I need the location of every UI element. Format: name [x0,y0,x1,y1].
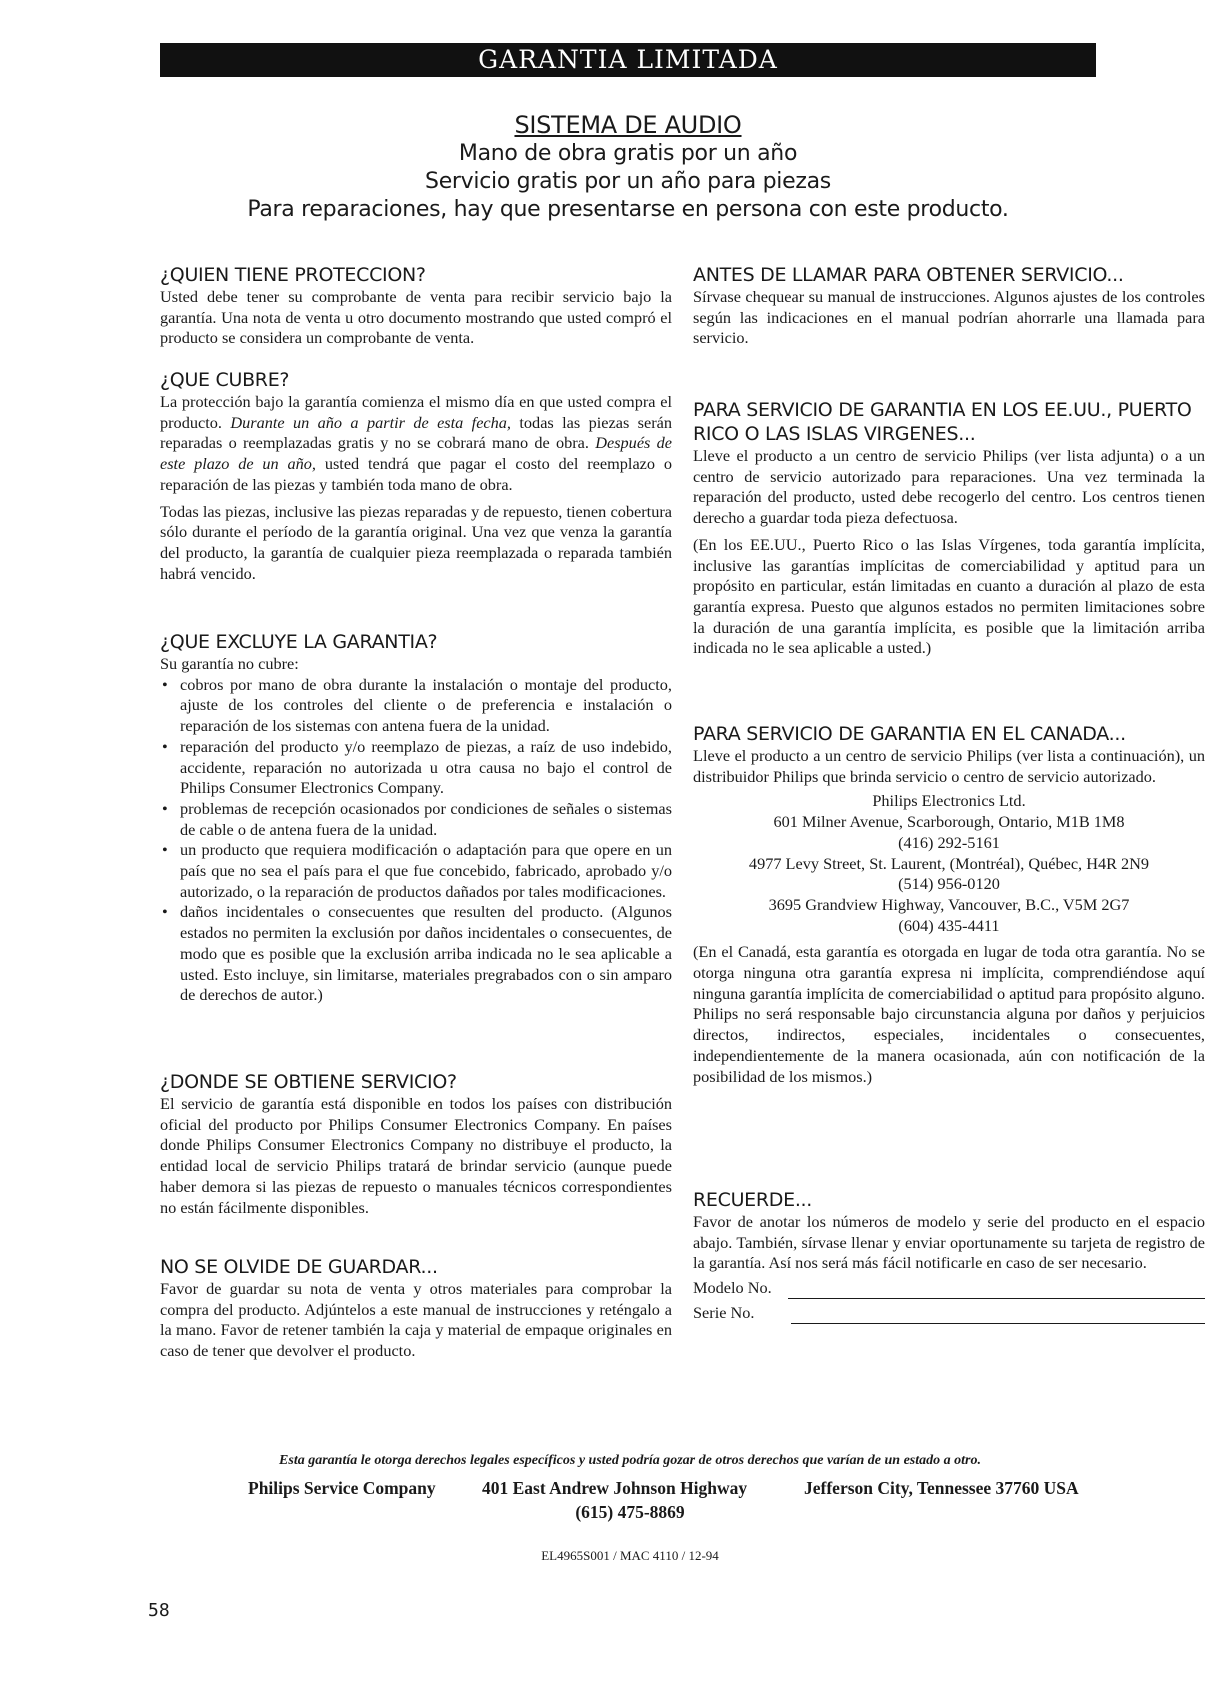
section-heading: RECUERDE... [693,1189,813,1211]
section-body: (En el Canadá, esta garantía es otorgada en lugar de toda otra garantía. No se otorga ninguna otra garantía expresa ni implícita, comprendiéndose aquí ninguna garantía implícita de comerciabilidad o aptitud para propósito alguno. Philips no será responsable bajo circunstancia alguna por daños y perjuicios directos, indirectos, especiales, incidentales o consecuentes, independientemente de la manera ocasionada, aún con notificación de la posibilidad de los mismos.) [693,942,1205,1086]
document-code: EL4965S001 / MAC 4110 / 12-94 [541,1548,719,1563]
section-heading: ANTES DE LLAMAR PARA OBTENER SERVICIO... [693,264,1124,286]
section-body: Favor de anotar los números de modelo y serie del producto en el espacio abajo. También, sírvase llenar y enviar oportunamente su tarjeta de registro de la garantía. Así nos será más fácil notificarle en caso de ser necesario. [693,1212,1205,1273]
section-body: Lleve el producto a un centro de servicio Philips (ver lista adjunta) o a un centro de servicio autorizado para reparaciones. Una vez terminada la reparación del producto, usted debe recogerlo del centro. Los centros tienen derecho a guardar toda pieza defectuosa. [693,446,1205,528]
list-item: • un producto que requiera modificación o adaptación para que opere en un país que no sea el país para el que fue concebido, fabricado, aprobado y/o autorizado, o la reparación de productos dañados por tales modificaciones. [180,840,672,902]
address-line: (514) 956-0120 [898,874,1000,894]
section-canada [693,722,1205,1087]
list-item: • problemas de recepción ocasionados por condiciones de señales o sistemas de cable o de antena fuera de la unidad. [180,799,672,840]
subtitle-line: Mano de obra gratis por un año [458,141,798,166]
section-guardar [160,1255,672,1362]
emphasis-text: Después de este plazo de un año, [160,433,672,474]
model-number-field[interactable] [693,1278,1205,1299]
emphasis-text: Durante un año a partir de esta fecha, [230,412,512,432]
section-intro: Su garantía no cubre: [160,654,299,673]
serial-number-field[interactable] [693,1303,1205,1324]
address-line: Philips Electronics Ltd. [872,791,1026,811]
address-block [693,791,1205,936]
section-body: (En los EE.UU., Puerto Rico o las Islas Vírgenes, toda garantía implícita, inclusive las garantías implícitas de comerciabilidad y aptitud para un propósito en particular, están limitadas en cuanto a duración al plazo de esta garantía expresa. Puesto que algunos estados no permiten limitaciones sobre la duración de una garantía implícita, es posible que la limitación arriba indicada no le sea aplicable a usted.) [693,534,1205,658]
address-line: (416) 292-5161 [898,832,1000,852]
page-number: 58 [148,1600,170,1621]
section-recuerde [693,1188,1205,1324]
section-body: El servicio de garantía está disponible en todos los países con distribución oficial del producto por Philips Consumer Electronics Company. En países donde Philips Consumer Electronics Company no distribuye el producto, la entidad local de servicio Philips tratará de brindar servicio (aunque puede haber demora si las piezas de repuesto o manuales técnicos correspondientes no están fácilmente disponibles. [160,1094,672,1217]
address-line: 601 Milner Avenue, Scarborough, Ontario, M1B 1M8 [773,812,1125,832]
section-eeuu [693,398,1205,659]
address-line: (604) 435-4411 [898,915,1000,935]
legal-notice: Esta garantía le otorga derechos legales específicos y usted podría gozar de otros derechos que varían de un estado a otro. [279,1453,981,1468]
section-quien [160,263,672,349]
model-number-input[interactable] [788,1282,1205,1299]
section-heading: ¿QUE CUBRE? [160,369,290,391]
title-banner: GARANTIA LIMITADA [160,43,1096,77]
company-name: Philips Service Company [248,1478,436,1498]
section-body: Favor de guardar su nota de venta y otros materiales para comprobar la compra del producto. Adjúntelos a este manual de instrucciones y reténgalo a la mano. Favor de retener también la caja y material de empaque originales en caso de tener que devolver el producto. [160,1279,672,1361]
section-heading: ¿QUIEN TIENE PROTECCION? [160,264,426,286]
section-body: La protección bajo la garantía comienza el mismo día en que usted compra el producto. Durante un año a partir de esta fecha, todas las piezas serán reparadas o reemplazadas gratis y no se cobrará mano de obra. Después de este plazo de un año, usted tendrá que pagar el costo del reemplazo o reparación de las piezas y también toda mano de obra. [160,392,673,494]
section-heading: NO SE OLVIDE DE GUARDAR... [160,1256,438,1278]
address-line: 4977 Levy Street, St. Laurent, (Montréal), Québec, H4R 2N9 [748,853,1150,873]
subtitle-line: Para reparaciones, hay que presentarse en persona con este producto. [247,197,1009,222]
subtitle-line: Servicio gratis por un año para piezas [425,169,831,194]
section-donde [160,1070,672,1218]
section-heading: PARA SERVICIO DE GARANTIA EN LOS EE.UU., PUERTO RICO O LAS ISLAS VIRGENES... [693,399,1192,445]
section-body: Lleve el producto a un centro de servicio Philips (ver lista a continuación), un distribuidor Philips que brinda servicio o centro de servicio autorizado. [693,746,1205,786]
company-city: Jefferson City, Tennessee 37760 USA [804,1478,1079,1498]
section-body: Sírvase chequear su manual de instrucciones. Algunos ajustes de los controles según las indicaciones en el manual podrían ahorrarle una llamada para servicio. [693,287,1205,348]
section-antes [693,263,1205,349]
section-body: Todas las piezas, inclusive las piezas reparadas y de repuesto, tienen cobertura sólo durante el período de la garantía original. Una vez que venza la garantía del producto, la garantía de cualquier pieza reemplazada o reparada también habrá vencido. [160,501,672,583]
list-item: • cobros por mano de obra durante la instalación o montaje del producto, ajuste de los controles del cliente o de preferencia e instalación o reparación de los sistemas con antena fuera de la unidad. [180,675,672,737]
section-cubre [160,368,672,584]
list-item: • reparación del producto y/o reemplazo de piezas, a raíz de uso indebido, accidente, reparación no autorizada u otra causa no bajo el control de Philips Consumer Electronics Company. [180,737,672,799]
section-excluye [160,630,672,1006]
field-label: Serie No. [693,1302,755,1322]
address-line: 3695 Grandview Highway, Vancouver, B.C., V5M 2G7 [768,894,1130,914]
section-heading: ¿DONDE SE OBTIENE SERVICIO? [160,1071,457,1093]
serial-number-input[interactable] [791,1307,1206,1324]
company-address: 401 East Andrew Johnson Highway [482,1478,748,1498]
section-heading: ¿QUE EXCLUYE LA GARANTIA? [160,631,438,653]
exclusion-list [160,675,672,1006]
company-phone: (615) 475-8869 [575,1502,685,1522]
section-heading: PARA SERVICIO DE GARANTIA EN EL CANADA... [693,723,1126,745]
list-item: • daños incidentales o consecuentes que resulten del producto. (Algunos estados no permiten la exclusión por daños incidentales o consecuentes, de modo que es posible que la exclusión arriba indicada no le sea aplicable a usted. Esto incluye, sin limitarse, materiales pregrabados con o sin amparo de derechos de autor.) [180,902,672,1006]
section-body: Usted debe tener su comprobante de venta para recibir servicio bajo la garantía. Una nota de venta u otro documento mostrando que usted compró el producto se considera un comprobante de venta. [160,287,672,348]
product-title: SISTEMA DE AUDIO [514,111,742,139]
field-label: Modelo No. [693,1278,772,1298]
